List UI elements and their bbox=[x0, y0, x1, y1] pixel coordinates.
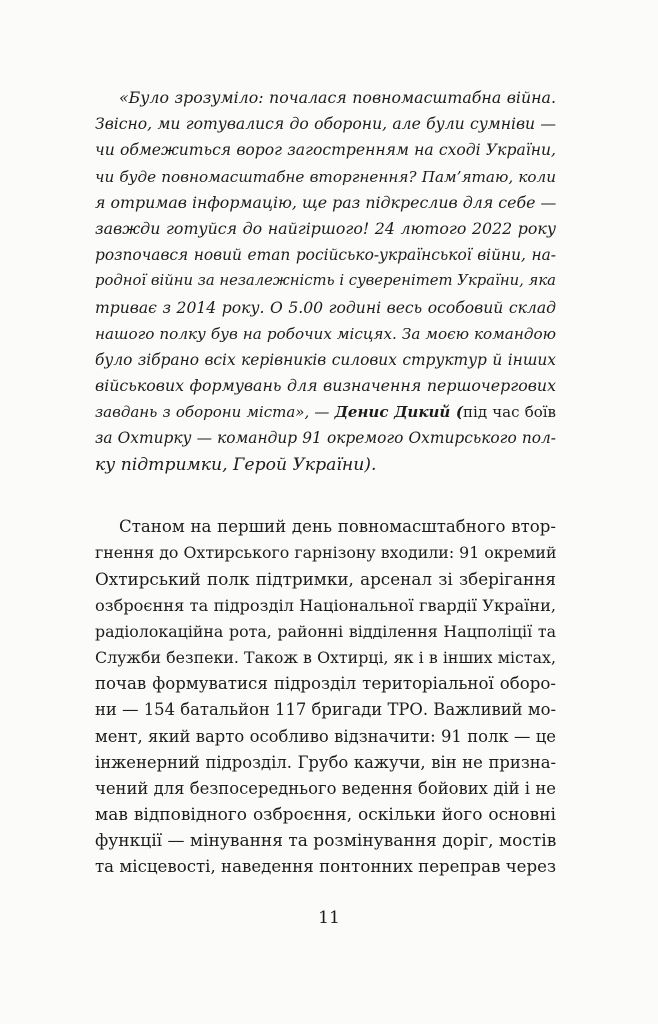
quote-line: завжди готуйся до найгіршого! 24 лютого 2022 року bbox=[95, 218, 556, 238]
body-paragraph bbox=[95, 514, 556, 881]
body-line: функції — мінування та розмінування доріг, мостів bbox=[95, 831, 557, 852]
quote-line: розпочався новий етап російсько-української війни, на- bbox=[95, 246, 556, 265]
quote-line: було зібрано всіх керівників силових структур й інших bbox=[95, 350, 556, 369]
author-name: Денис Дикий ( bbox=[334, 403, 464, 422]
body-line: Служби безпеки. Також в Охтирці, як і в інших містах, bbox=[95, 647, 556, 667]
body-line: мав відповідного озброєння, оскільки його основні bbox=[95, 805, 556, 826]
quote-line: «Було зрозуміло: почалася повномасштабна війна. bbox=[119, 88, 556, 107]
body-line: Станом на перший день повномасштабного втор- bbox=[119, 517, 556, 536]
quote-line: чи буде повномасштабне вторгнення? Пам’ятаю, коли bbox=[95, 167, 556, 186]
body-line: Охтирський полк підтримки, арсенал зі зберігання bbox=[95, 569, 556, 590]
quote-line: я отримав інформацію, ще раз підкреслив для себе — bbox=[95, 192, 557, 212]
page-number: 11 bbox=[318, 908, 340, 928]
quote-block bbox=[95, 85, 556, 478]
body-line: ни — 154 батальйон 117 бригади ТРО. Важливий мо- bbox=[95, 700, 556, 720]
quote-line: Звісно, ми готувалися до оборони, але були сумніви — bbox=[95, 115, 556, 134]
attribution-prefix: завдань з оборони міста», — bbox=[95, 403, 335, 422]
quote-line: чи обмежиться ворог загостренням на сході України, bbox=[95, 141, 556, 160]
body-line: та місцевості, наведення понтонних переправ через bbox=[95, 857, 556, 877]
body-line: мент, який варто особливо відзначити: 91 полк — це bbox=[95, 726, 556, 746]
body-line: озброєння та підрозділ Національної гвардії України, bbox=[95, 595, 556, 615]
attribution-line bbox=[95, 399, 556, 425]
body-line: гнення до Охтирського гарнізону входили: 91 окремий bbox=[95, 543, 557, 563]
body-line: радіолокаційна рота, районні відділення Нацполіції та bbox=[95, 621, 556, 641]
quote-line: військових формувань для визначення першочергових bbox=[95, 376, 556, 396]
body-line: почав формуватися підрозділ територіальної оборо- bbox=[95, 674, 556, 694]
body-line: чений для безпосереднього ведення бойових дій і не bbox=[95, 778, 556, 798]
quote-line: триває з 2014 року. О 5.00 годині весь особовий склад bbox=[95, 298, 556, 317]
body-line: інженерний підрозділ. Грубо кажучи, він не призна- bbox=[95, 752, 556, 772]
attribution-tail: під час боїв bbox=[463, 403, 556, 422]
quote-line: нашого полку був на робочих місцях. За моєю командою bbox=[95, 324, 556, 343]
attribution-line: ку підтримки, Герой України). bbox=[95, 454, 377, 475]
attribution-line: за Охтирку — командир 91 окремого Охтирського пол- bbox=[95, 429, 556, 448]
quote-line: родної війни за незалежність і суверенітет України, яка bbox=[95, 272, 556, 290]
